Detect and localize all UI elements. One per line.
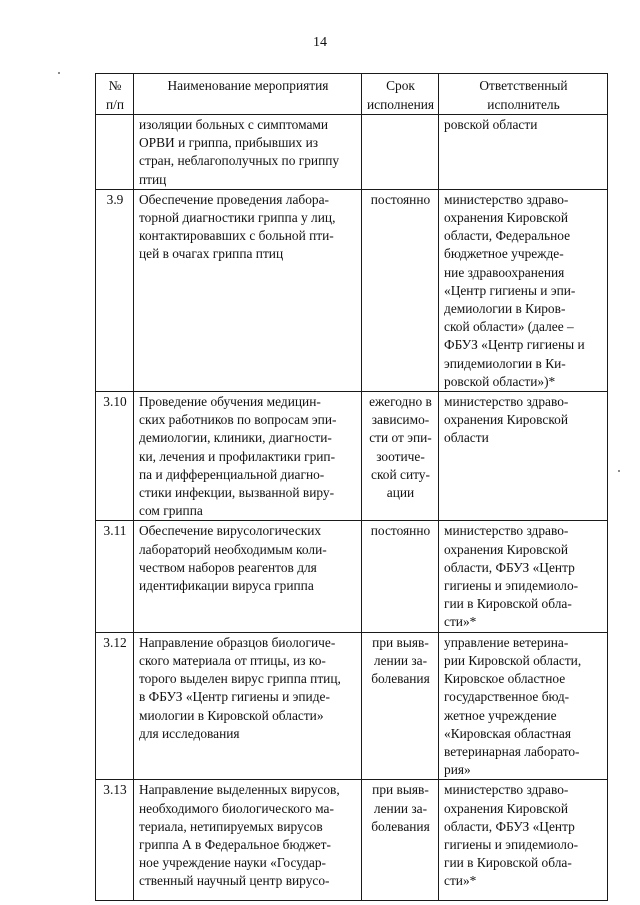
- table-row: [96, 115, 608, 190]
- row-number: 3.12: [96, 632, 134, 780]
- scan-speck: [58, 72, 60, 74]
- row-name: Проведение обучения медицин- ских работников по вопросам эпи- демиологии, клиники, диагности- ки, лечения и профилактики грип- па и дифференциальной диагно- стики инфекции, вызванной виру- сом гриппа: [134, 392, 362, 521]
- header-name: Наименование мероприятия: [134, 74, 362, 115]
- page-number: 14: [313, 35, 327, 50]
- row-term: ежегодно в зависимо- сти от эпи- зоотиче- ской ситу- ации: [362, 392, 439, 521]
- table-row: [96, 780, 608, 901]
- row-name: Обеспечение проведения лабора- торной диагностики гриппа у лиц, контактировавших с больной пти- цей в очагах гриппа птиц: [134, 189, 362, 391]
- measures-table: [95, 73, 608, 901]
- table-row: [96, 392, 608, 521]
- scan-speck: [618, 470, 620, 472]
- row-term: [362, 115, 439, 190]
- header-number: № п/п: [96, 74, 134, 115]
- row-term: постоянно: [362, 521, 439, 632]
- header-term: Срок исполнения: [362, 74, 439, 115]
- row-name: Обеспечение вирусологических лабораторий необходимым коли- чеством наборов реагентов для идентификации вируса гриппа: [134, 521, 362, 632]
- row-term: при выяв- лении за- болевания: [362, 780, 439, 901]
- row-responsible: министерство здраво- охранения Кировской области, ФБУЗ «Центр гигиены и эпидемиоло- гии в Кировской обла- сти»*: [439, 780, 608, 901]
- table-row: [96, 632, 608, 780]
- row-term: постоянно: [362, 189, 439, 391]
- table-row: [96, 189, 608, 391]
- row-number: 3.11: [96, 521, 134, 632]
- row-number: 3.9: [96, 189, 134, 391]
- row-number: 3.13: [96, 780, 134, 901]
- table-header-row: [96, 74, 608, 115]
- row-responsible: министерство здраво- охранения Кировской области, ФБУЗ «Центр гигиены и эпидемиоло- гии в Кировской обла- сти»*: [439, 521, 608, 632]
- row-name: Направление образцов биологиче- ского материала от птицы, из ко- торого выделен вирус гриппа птиц, в ФБУЗ «Центр гигиены и эпиде- миологии в Кировской области» для исследования: [134, 632, 362, 780]
- row-name: изоляции больных с симптомами ОРВИ и гриппа, прибывших из стран, неблагополучных по гриппу птиц: [134, 115, 362, 190]
- header-responsible: Ответственный исполнитель: [439, 74, 608, 115]
- row-responsible: управление ветерина- рии Кировской области, Кировское областное государственное бюд- жетное учреждение «Кировская областная ветеринарная лаборато- рия»: [439, 632, 608, 780]
- table-row: [96, 521, 608, 632]
- row-number: [96, 115, 134, 190]
- row-name: Направление выделенных вирусов, необходимого биологического ма- териала, нетипируемых вирусов гриппа А в Федеральное бюджет- ное учреждение науки «Государ- ственный научный центр вирусо-: [134, 780, 362, 901]
- row-number: 3.10: [96, 392, 134, 521]
- row-responsible: ровской области: [439, 115, 608, 190]
- row-responsible: министерство здраво- охранения Кировской области: [439, 392, 608, 521]
- row-responsible: министерство здраво- охранения Кировской области, Федеральное бюджетное учрежде- ние здравоохранения «Центр гигиены и эпи- демиологии в Киров- ской области» (далее – ФБУЗ «Центр гигиены и эпидемиологии в Ки- ровской области»)*: [439, 189, 608, 391]
- row-term: при выяв- лении за- болевания: [362, 632, 439, 780]
